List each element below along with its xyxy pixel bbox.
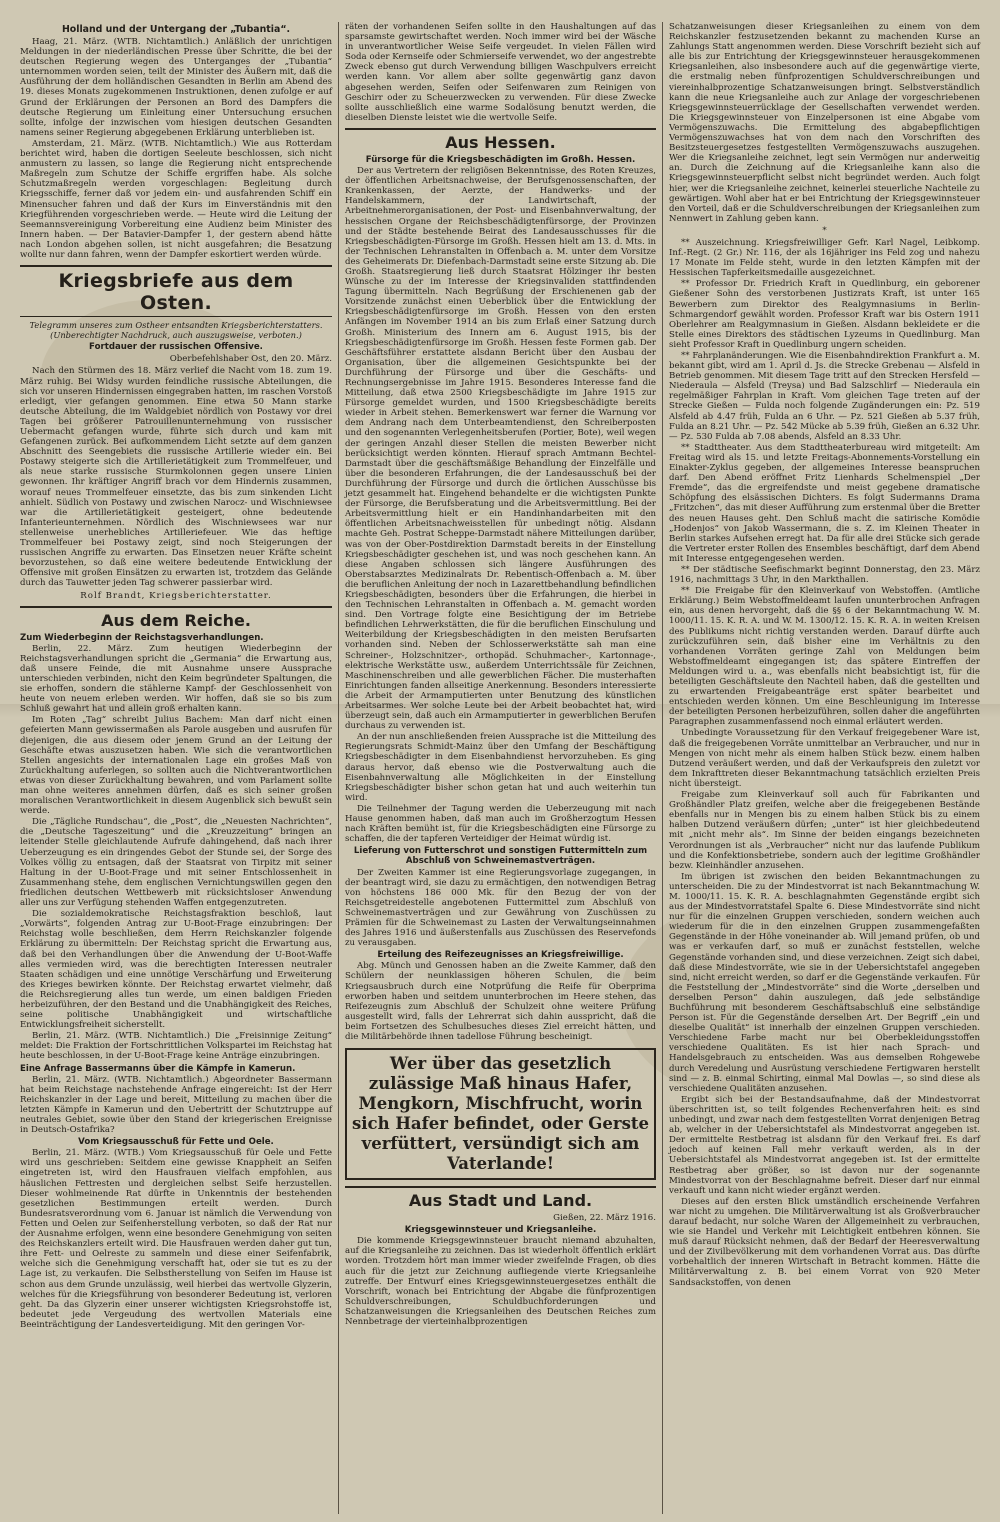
author-signature: Rolf Brandt, Kriegsberichterstatter.	[80, 590, 272, 601]
article-paragraph: Die kommende Kriegsgewinnsteuer braucht niemand abzuhalten, auf die Kriegsanleihe zu zeichnen. Das ist wiederholt öffentlich erklärt worden. Trotzdem hört man immer wieder zweifelnde Fragen, ob dies auch für die jetzt zur Zeichnung aufliegende vierte Kriegsanleihe zutreffe. Der Entwurf eines Kriegsgewinnsteuergesetzes enthält die Vorschrift, wonach bei Entrichtung der Abgabe die fünfprozentigen Schuldverschreibungen, Schuldbuchforderungen und Schatzanweisungen die Kriegsanleihen des Deutschen Reiches zum Nennbetrage der vierteinhalbprozentigen	[345, 1236, 656, 1328]
article-paragraph: Die „Tägliche Rundschau“, die „Post“, die „Neuesten Nachrichten“, die „Deutsche Tageszeitung“ und die „Kreuzzeitung“ bringen an leitender Stelle gleichlautende Aufrufe dahingehend, daß nach ihrer Ueberzeugung es ein dringendes Gebot der Stunde sei, der Sorge des Volkes völlig zu entsagen, daß der Staatsrat von Tirpitz mit seiner Haltung in der U-Boot-Frage und mit seiner Entschlossenheit in Zusammenhang stehe, dem englischen Vernichtungswillen gegen den friedlichen deutschen Wettbewerb mit rücksichtsloser Anwendung aller uns zur Verfügung stehenden Waffen entgegenzutreten.	[20, 817, 332, 909]
news-item: Unbedingte Voraussetzung für den Verkauf freigegebener Ware ist, daß die freigegebenen Vorräte unmittelbar an Verbraucher, und nur in Mengen von nicht mehr als einem halben Stück bezw. einem halben Dutzend veräußert werden, und daß der Verkaufspreis den zuletzt vor dem Inkrafttreten dieser Bekanntmachung tatsächlich erzielten Preis nicht übersteigt.	[669, 728, 980, 789]
subheadline-fette: Vom Kriegsausschuß für Fette und Oele.	[78, 1137, 274, 1148]
article-paragraph: An der nun anschließenden freien Aussprache ist die Mitteilung des Regierungsrats Schmidt-Mainz über den Umfang der Beschäftigung Kriegsbeschädigter in dem Eisenbahndienst hervorzuheben. Es ging daraus hervor, daß ebenso wie die Postverwaltung auch die Eisenbahnverwaltung alle Möglichkeiten in der Einstellung Kriegsbeschädigter bisher schon getan hat und auch weiterhin tun wird.	[345, 732, 656, 803]
separator-star: *	[822, 225, 827, 236]
article-paragraph: räten der vorhandenen Seifen sollte in den Haushaltungen auf das sparsamste gewirtschaftet werden. Noch immer wird bei der Wäsche in unverantwortlicher Weise Seife vergeudet. In vielen Fällen wird Soda oder Kernseife oder Schmierseife verwendet, wo der angestrebte Zweck ebenso gut durch Verwendung billigen Waschpulvers erreicht werden kann. Vor allem aber sollte gegenwärtig ganz davon abgesehen werden, Seifen oder Seifenwaren zum Reinigen von Geschirr oder zu Scheuerzwecken zu verwenden. Für diese Zwecke sollte ausschließlich eine warme Sodalösung benutzt werden, die dieselben Dienste leistet wie die wertvolle Seife.	[345, 22, 656, 123]
section-heading-stadt: Aus Stadt und Land.	[345, 1186, 656, 1210]
article-paragraph: Der aus Vertretern der religiösen Bekenntnisse, des Roten Kreuzes, der öffentlichen Arbeitsnachweise, der Berufsgenossenschaften, der Krankenkassen, der Aerzte, der Handwerks- und der Handelskammern, der Landwirtschaft, der Arbeitnehmerorganisationen, der Post- und Eisenbahnverwaltung, der hessischen Organe der Reichsbeschädigtenfürsorge, der Provinzen und der Städte bestehende Beirat des Landesausschusses für die Kriegsbeschädigten-Fürsorge im Großh. Hessen hielt am 13. d. Mts. in der Technischen Lehranstalten in Offenbach a. M. unter dem Vorsitze des Geheimerats Dr. Diefenbach-Darmstadt seine erste Sitzung ab. Die Großh. Staatsregierung ließ durch Staatsrat Hölzinger ihr besten Wünsche zu der im Interesse der Kriegsinvaliden stattfindenden Tagung übermitteln. Nach Begrüßung der Erschienenen gab der Vorsitzende zunächst einen Ueberblick über die Entwicklung der Kriegsbeschädigtenfürsorge im Großh. Hessen von den ersten Anfängen im November 1914 an bis zum Erlaß einer Satzung durch Großh. Ministerium des Innern am 6. August 1915, bis der Kriegsbeschädigtenfürsorge im Großh. Hessen feste Formen gab. Der Geschäftsführer erstattete alsdann Bericht über den Ausbau der Organisation, über die allgemeinen Gesichtspunkte bei der Durchführung der Fürsorge und über die Geschäfts- und Rechnungsergebnisse im Jahre 1915. Besonderes Interesse fand die Mitteilung, daß etwa 2500 Kriegsbeschädigte im Jahre 1915 zur Fürsorge gemeldet wurden, und 1500 Kriegsbeschädigte bereits wieder in Arbeit stehen. Bemerkenswert war ferner die Warnung vor dem Andrang nach dem Unterbeamtendienst, den Schreiberposten und den sogenannten Verlegenheitsberufen (Portier, Bote), weil wegen der geringen Anzahl dieser Stellen die meisten Bewerber nicht berücksichtigt werden könnten. Hierauf sprach Amtmann Bechtel-Darmstadt über die geschäftsmäßige Behandlung der Einzelfälle und über die besonderen Erfahrungen, die der Landesausschuß bei der Durchführung der Fürsorge und durch die örtlichen Ausschüsse bis jetzt gesammelt hat. Eingehend behandelte er die wichtigsten Punkte der Fürsorge, die Berufsberatung und die Arbeitsvermittlung. Bei der Arbeitsvermittlung hielt er ein Handinhandarbeiten mit den öffentlichen Arbeitsnachweisstellen für unbedingt nötig. Alsdann machte Geh. Postrat Scheppe-Darmstadt nähere Mitteilungen darüber, was von der Ober-Postdirektion Darmstadt bereits in der Einstellung Kriegsbeschädigter geschehen ist, und was noch geschehen kann. An diese Angaben schlossen sich längere Ausführungen des Oberstabsarztes Medizinalrats Dr. Rebentisch-Offenbach a. M. über die beruflichen Anleitung der noch in Lazarettbehandlung befindlichen Kriegsbeschädigten, besonders über die Erfahrungen, die hierbei in den Technischen Lehranstalten in Offenbach a. M. gemacht worden sind. Den Vortrage folgte eine Besichtigung der im Betriebe befindlichen Lehrwerkstätten, die für die beruflichen Einschulung und Weiterbildung der Kriegsbeschädigten in den meisten Berufsarten vorhanden sind. Neben der Schlosserwerkstätte sah man eine Schreiner-, Holzschnitzer-, orthopäd. Schuhmacher-, Kartonnage-, elektrische Werkstätte usw., außerdem Unterrichtssäle für Zeichnen, Maschinenschreiben und alle gewerblichen Fächer. Die musterhaften Einrichtungen fanden allseitige Anerkennung. Besonders interessierte die Arbeit der Armamputierten unter Benutzung des künstlichen Arbeitsarmes. Wer solche Leute bei der Arbeit beobachtet hat, wird überzeugt sein, daß auch ein Armamputierter in gewerblichen Berufen durchaus zu verwenden ist.	[345, 166, 656, 732]
article-paragraph: Die Teilnehmer der Tagung werden die Ueberzeugung mit nach Hause genommen haben, daß man auch im Großherzogtum Hessen nach Kräften bemüht ist, für die Kriegsbeschädigten eine Fürsorge zu schaffen, die der tapferen Verteidiger der Heimat würdig ist.	[345, 803, 656, 845]
subheadline-reichstag: Zum Wiederbeginn der Reichstagsverhandlungen.	[20, 632, 264, 643]
article-paragraph: Im Roten „Tag“ schreibt Julius Bachem: Man darf nicht einen gefeierten Mann gewissermaßen als Parole ausgeben und ausrufen für diejenigen, die aus diesem oder jenem Grund an der Leitung der Geschäfte etwas auszusetzen haben. Wie sich die verantwortlichen Stellen angesichts der internationalen Lage ein großes Maß von Zurückhaltung auferlegen, so sollten auch die Nichtverantwortlichen etwas von dieser Zurückhaltung bewahren, und vom Parlament sollte man ohne weiteres annehmen dürfen, daß es sich seiner großen moralischen Verantwortlichkeit in diesem Augenblick sich bewußt sein werde.	[20, 715, 332, 817]
news-item: Freigabe zum Kleinverkauf soll auch für Fabrikanten und Großhändler Platz greifen, welche aber die freigegebenen Bestände ebenfalls nur in Mengen bis zu einem halben Stück bis zu einem halben Dutzend veräußern dürfen; „unter“ ist hier gleichbedeutend mit „nicht mehr als“. Im Sinne der beiden eingangs bezeichneten Verordnungen ist als „Verbraucher“ nicht nur das laufende Publikum und die Konfektionsbetriebe, sondern auch der legitime Großhändler bezw. Kleinhändler anzusehen.	[669, 790, 980, 871]
article-paragraph: Abg. Münch und Genossen haben an die Zweite Kammer, daß den Schülern der neunklassigen höheren Schulen, die beim Kriegsausbruch durch eine Notprüfung die Reife für Oberprima erworben haben und seitdem ununterbrochen im Heere stehen, das Reifezeugnis zum Abschluß der Schulzeit ohne weitere Prüfung ausgestellt wird, falls der Lehrerrat sich dahin ausspricht, daß die beim Fortsetzen des Schulbesuches dieses Ziel erreicht hätten, und die Militärbehörde ihnen tadellose Führung bescheinigt.	[345, 961, 656, 1042]
headline-tubantia: Holland und der Untergang der „Tubantia“.	[61, 24, 291, 35]
column-2	[338, 22, 662, 1514]
section-heading-hessen: Aus Hessen.	[345, 128, 656, 152]
subheadline-fuersorge: Fürsorge für die Kriegsbeschädigten im Großh. Hessen.	[365, 154, 636, 165]
subheadline-bassermann: Eine Anfrage Bassermanns über die Kämpfe in Kamerun.	[20, 1063, 296, 1074]
headline-kriegsbriefe: Kriegsbriefe aus dem Osten.	[20, 265, 332, 317]
subheadline-telegram: Telegramm unseres zum Ostheer entsandten Kriegsberichterstatters. (Unberechtigter Nachdruck, auch auszugsweise, verboten.)	[29, 320, 323, 341]
news-item: ** Fahrplanänderungen. Wie die Eisenbahndirektion Frankfurt a. M. bekannt gibt, wird am 1. April d. Js. die Strecke Grebenau — Alsfeld in Betrieb genommen. Mit diesem Tage tritt auf den Strecken Hersfeld — Niederaula — Alsfeld (Treysa) und Bad Salzschlirf — Niederaula ein regelmäßiger Fahrplan in Kraft. Vom gleichen Tage treten auf der Strecke Gießen — Fulda noch folgende Zugänderungen ein: Pz. 519 Alsfeld ab 4.47 früh, Fulda an 6 Uhr. — Pz. 521 Gießen ab 5.37 früh, Fulda an 8.21 Uhr. — Pz. 542 Mücke ab 5.39 früh, Gießen an 6.32 Uhr. — Pz. 530 Fulda ab 7.08 abends, Alsfeld an 8.33 Uhr.	[669, 351, 980, 442]
article-paragraph: Schatzanweisungen dieser Kriegsanleihen zu einem von dem Reichskanzler festzusetzenden bekannt zu machenden Kurse an Zahlungs Statt angenommen werden. Diese Vorschrift bezieht sich auf alle bis zur Entrichtung der Kriegsgewinnsteuer herausgekommenen Kriegsanleihen, also insbesondere auch auf die gegenwärtige vierte, die erstmalig neben fünfprozentigen Schuldverschreibungen und viereinhalbprozentige Schatzanweisungen bringt. Selbstverständlich kann die neue Kriegsanleihe auch zur Anlage der vorgeschriebenen Kriegsgewinnsteuerrücklage der Gesellschaften verwendet werden. Die Kriegsgewinnsteuer von Einzelpersonen ist eine Abgabe vom Vermögenszuwachs. Die Ermittelung des abgabepflichtigen Vermögenszuwachses hat von dem nach den Vorschriften des Besitzsteuergesetzes festgestellten Vermögenszuwachs auszugehen. Wer die Kriegsanleihe zeichnet, legt sein Vermögen nur anderweitig an. Durch die Zeichnung auf die Kriegsanleihe kann also die Kriegsgewinnsteuerpflicht selbst nicht begründet werden. Auch folgt hier, wer die Kriegsanleihe zeichnet, keinerlei steuerliche Nachteile zu gewärtigen. Wohl aber hat er bei Entrichtung der Kriegsgewinnsteuer den Vorteil, daß er die Schuldverschreibungen der Kriegsanleihen zum Nennwert in Zahlung geben kann.	[669, 22, 980, 224]
boxed-notice: Wer über das gesetzlich zulässige Maß hinaus Hafer, Mengkorn, Mischfrucht, worin sich Hafer befindet, oder Gerste verfüttert, versündigt sich am Vaterlande!	[345, 1048, 656, 1180]
article-paragraph: Amsterdam, 21. März. (WTB. Nichtamtlich.) Wie aus Rotterdam berichtet wird, haben die dortigen Seeleute beschlossen, sich nicht anmustern zu lassen, so lange die Regierung nicht entsprechende Maßregeln zum Schutze der Schiffe ergriffen habe. Als solche Schutzmaßregeln werden vorgeschlagen: Begleitung durch Kriegsschiffe, ferner daß vor jedem ein- und ausfahrenden Schiff ein Minensucher fahren und daß der Kurs im Einverständnis mit den Kriegführenden vorgeschrieben werde. — Heute wird die Leitung der Seemannsvereinigung Vorbereitung eine Audienz beim Minister des Innern haben. — Der Batavier-Dampfer 1, der gestern abend hätte nach London abgehen sollen, ist nicht ausgefahren; die Besatzung wollte nur dann fahren, wenn der Dampfer eskortiert werden würde.	[20, 138, 332, 260]
article-paragraph: Berlin, 21. März. (WTB. Nichtamtlich.) Abgeordneter Bassermann hat beim Reichstage nachstehende Anfrage eingereicht: Ist der Herr Reichskanzler in der Lage und bereit, Mitteilung zu machen über die letzten Kämpfe in Kamerun und den Uebertritt der Schutztruppe auf neutrales Gebiet, sowie über den Stand der kriegerischen Ereignisse in Deutsch-Ostafrika?	[20, 1074, 332, 1136]
article-paragraph: Berlin, 22. März. Zum heutigen Wiederbeginn der Reichstagsverhandlungen spricht die „Germania“ die Erwartung aus, daß unsere Feinde, die mit Ausnahme unsere Aussprache unterschieden verbinden, nicht den Keim begründeter Spaltungen, die sie erhoffen, sondern die stählerne Kampf- der Geschlossenheit von heute von neuem erleben werden. Wir hoffen, daß sie so bis zum Schluß gewahrt hat und allein groß erhalten kann.	[20, 643, 332, 715]
news-item: ** Stadttheater. Aus dem Stadttheaterbureau wird mitgeteilt: Am Freitag wird als 15. und letzte Freitags-Abonnements-Vorstellung ein Einakter-Zyklus gegeben, der allgemeines Interesse beanspruchen darf. Den Abend eröffnet Fritz Lienhards Schelmenspiel „Der Fremde“, das die ergreifendste und meist gegebene dramatische Schöpfung des elsässischen Dichters. Es folgt Sudermanns Drama „Fritzchen“, das mit dieser Aufführung zum erstenmal über die Bretter des neuen Hauses geht. Den Schluß macht die satirische Komödie „Hodenjos“ von Jakob Wassermann, die s. Z. im Kleinen Theater in Berlin starkes Aufsehen erregt hat. Da für alle drei Stücke sich gerade die Vertreter erster Rollen des Ensembles beschäftigt, darf dem Abend mit Interesse entgegengesehen werden.	[669, 442, 980, 564]
subheadline-futter: Lieferung von Futterschrot und sonstigen Futtermitteln zum Abschluß von Schweinemastverträgen.	[353, 846, 648, 867]
news-item: Ergibt sich bei der Bestandsaufnahme, daß der Mindestvorrat überschritten ist, so teilt folgendes Rechenverfahren heit: es sind unbedingt, und zwar nach dem festgestellten Vorrat denjenigen Betrag ab, welcher in der Uebersichtstafel als Mindestvorrat angegeben ist. Der ermittelte Restbetrag ist alsdann für den Verkauf frei. Es darf jedoch auf keinen Fall mehr verkauft werden, als in der Uebersichtstafel als Mindestvorrat angegeben ist. Ist der ermittelte Restbetrag aber größer, so ist davon nur der sogenannte Mindestvorrat von der Beschlagnahme befreit. Dieser darf nur einmal verkauft und kann nicht wieder ergänzt werden.	[669, 1094, 980, 1196]
subheadline-kriegsgewinnsteuer: Kriegsgewinnsteuer und Kriegsanleihe.	[404, 1225, 597, 1236]
article-paragraph: Berlin, 21. März. (WTB.) Vom Kriegsausschuß für Oele und Fette wird uns geschrieben: Seitdem eine gewisse Knappheit an Seifen eingetreten ist, wird den Hausfrauen vielfach empfohlen, aus häuslichen Fettresten und dergleichen selbst Seife herzustellen. Dieser wohlmeinende Rat dürfte in Unkenntnis der bestehenden gesetzlichen Bestimmungen erteilt werden. Durch Bundesratsverordnung vom 6. Januar ist nämlich die Verwendung von Fetten und Oelen zur Seifenherstellung verboten, so daß der Rat nur der Ausnahme erfolgen, wenn eine besondere Genehmigung von seiten des Reichskanzlers erteilt wird. Die Hausfrauen werden daher gut tun, ihre Fett- und Oelreste zu sammeln und diese einer Seifenfabrik, welche sich die Genehmigung verschafft hat, oder sie tut es zu der Lage ist, zu verkaufen. Die Selbstherstellung von Seifen im Hause ist schon aus dem Grunde unzulässig, weil hierbei das wertvolle Glyzerin, welches für die Kriegsführung von besonderer Bedeutung ist, verloren geht. Da das Glyzerin einer unserer wichtigsten Kriegsrohstoffe ist, bedeutet jede Vergeudung des wertvollen Materials eine Beeinträchtigung der Landesverteidigung. Mit den geringen Vor-	[20, 1148, 332, 1330]
article-paragraph: Die sozialdemokratische Reichstagsfraktion beschloß, laut „Vorwärts“, folgenden Antrag zur U-Boot-Frage einzubringen: Der Reichstag wolle beschließen, dem Herrn Reichskanzler folgende Erklärung zu übermitteln: Der Reichstag spricht die Erwartung aus, daß bei den Verhandlungen über die Anwendung der U-Boot-Waffe alles vermieden wird, was die berechtigten Interessen neutraler Staaten schädigen und eine unnötige Verschärfung und Erweiterung des Krieges bewirken könnte. Der Reichstag erwartet vielmehr, daß die Reichsregierung alles tun werde, um einen baldigen Frieden herbeizuführen, der den Bestand und die Unabhängigkeit des Reiches, seine politische Unabhängigkeit und wirtschaftliche Entwicklungsfreiheit sicherstellt.	[20, 909, 332, 1031]
news-item: Im übrigen ist zwischen den beiden Bekanntmachungen zu unterscheiden. Die zu der Mindestvorrat ist nach Bekanntmachung W. M. 1000/11. 15. K. R. A. beschlagnahmten Gegenstände ergibt sich aus der Mindestvorratstafel Spalte 6. Diese Mindestvorräte sind nicht nur für die einzelnen Gruppen verschieden, sondern weichen auch wiederum für die in den einzelnen Gruppen zusammengefaßten Gegenstände in der Höhe voneinander ab. Will jemand prüfen, ob und was er verkaufen darf, so muß er zunächst feststellen, welche Gegenstände vorhanden sind, und diese verzeichnen. Zeigt sich dabei, daß diese Mindestvorräte, wie sie in der Uebersichtstafel angegeben sind, nicht erreicht werden, so darf er die Gegenstände verkaufen. Für die Feststellung der „Mindestvorräte“ sind die Worte „derselben und derselben Person“ dahin auszulegen, daß jede selbständige Buchführung mit besonderem Geschäftsabschluß eine selbständige Person ist. Für die Gegenstände derselben Art. Der Begriff „ein und dieselbe Qualität“ ist innerhalb der einzelnen Gruppen verschieden. Verschiedene Farbe macht nur bei Oberbekleidungsstoffen verschiedene Qualitäten. Es ist hier nach Sprach- und Handelsgebrauch zu entscheiden. Was aus demselben Rohgewebe durch Veredelung und Ausrüstung verschiedene Fertigwaren herstellt sind — z. B. einmal Schirting, einmal Mal Dowlas —, so sind diese als verschiedene Qualitäten anzusehen.	[669, 871, 980, 1094]
section-heading-reiche: Aus dem Reiche.	[20, 606, 332, 630]
news-item: ** Professor Dr. Friedrich Kraft in Quedlinburg, ein geborener Gießener Sohn des verstorbenen Justizrats Kraft, ist unter 165 Bewerbern zum Direktor des Realgymnasiums in Berlin-Schmargendorf gewählt worden. Professor Kraft war bis Ostern 1911 Oberlehrer am Realgymnasium in Gießen. Alsdann bekleidete er die Stelle eines Direktors des städtischen Lyzeums in Quedlinburg. Man sieht Professor Kraft in Quedlinburg ungern scheiden.	[669, 279, 980, 350]
news-item: ** Der städtische Seefischmarkt beginnt Donnerstag, den 23. März 1916, nachmittags 3 Uhr, in den Markthallen.	[669, 564, 980, 586]
dateline: Oberbefehlshaber Ost, den 20. März.	[169, 354, 332, 365]
subheadline-reife: Erteilung des Reifezeugnisses an Kriegsfreiwillige.	[377, 950, 624, 961]
news-item: ** Die Freigabe für den Kleinverkauf von Webstoffen. (Amtliche Erklärung.) Beim Webstoffmeldeamt laufen ununterbrochen Anfragen ein, aus denen hervorgeht, daß die §§ 6 der Bekanntmachung W. M. 1000/11. 15. K. R. A. und W. M. 1300/12. 15. K. R. A. in weiten Kreisen des Publikums nicht richtig verstanden werden. Darauf dürfte auch zurückzuführen sein, daß bisher eine im Verhältnis zu den vorhandenen Vorräten geringe Zahl von Meldungen beim Webstoffmeldeamt eingegangen ist; das spätere Eintreffen der Meldungen wird u. a., was ebenfalls nicht beabsichtigt ist, für die beteiligten Geschäftsleute den Nachteil haben, daß die gestellten und zu erwartenden Freigabeanträge erst später bearbeitet und entschieden werden können. Um eine Beschleunigung im Interesse der beteiligten Personen herbeizuführen, sollen daher die angeführten Paragraphen zusammenfassend noch einmal erläutert werden.	[669, 586, 980, 728]
article-paragraph: Berlin, 21. März. (WTB. Nichtamtlich.) Die „Freisinnige Zeitung“ meldet: Die Fraktion der Fortschrittlichen Volkspartei im Reichstag hat heute beschlossen, in der U-Boot-Frage keine Anträge einzubringen.	[20, 1031, 332, 1062]
news-item: Dieses auf den ersten Blick umständlich erscheinende Verfahren war nicht zu umgehen. Die Militärverwaltung ist als Großverbraucher darauf bedacht, nur solche Waren der Allgemeinheit zu verbrauchen, wie sie Handel und Verkehr mit Leichtigkeit entbehren können. Sie muß darauf Rücksicht nehmen, daß der Bedarf der Heeresverwaltung und der Zivilbevölkerung mit dem vorhandenen Vorrat aus. Das dürfte vorbehaltlich der inneren Wirtschaft in Betracht kommen. Hätte die Militärverwaltung z. B. bei einem Vorrat von 920 Meter Sandsackstoffen, von denen	[669, 1196, 980, 1288]
dateline: Gießen, 22. März 1916.	[553, 1213, 656, 1224]
article-paragraph: Der Zweiten Kammer ist eine Regierungsvorlage zugegangen, in der beantragt wird, sie dazu zu ermächtigen, den notwendigen Betrag von höchstens 186 000 Mk. für den Bezug der von der Reichsgetreidestelle angebotenen Futtermittel zum Abschluß von Schweinemastverträgen und zur Gewährung von Zuschüssen zu Prämien für die Schweinemast zu Lasten der Verwaltungseinnahmen des Jahres 1916 und äußerstenfalls aus Zuschüssen des Reservefonds zu verausgaben.	[345, 867, 656, 949]
column-3	[662, 22, 986, 1514]
news-item: ** Auszeichnung. Kriegsfreiwilliger Gefr. Karl Nagel, Leibkomp. Inf.-Regt. (2 Gr.) Nr. 116, der als 16jähriger ins Feld zog und nahezu 17 Monate im Felde steht, wurde in den letzten Kämpfen mit der Hessischen Tapferkeitsmedaille ausgezeichnet.	[669, 237, 980, 279]
column-1	[14, 22, 338, 1514]
article-paragraph: Nach den Stürmen des 18. März verlief die Nacht vom 18. zum 19. März ruhig. Bei Widsy wurden feindliche russische Abteilungen, die sich vor unseren Hindernissen eingegraben hatten, im raschen Vorstoß erledigt, vier gefangen genommen. Eine etwa 50 Mann starke deutsche Abteilung, die im Waldgebiet nördlich von Postawy vor drei Tagen bei größerer Patrouillenunternehmung von russischer Uebermacht gefangen wurde, führte sich durch und kam mit Gefangenen zurück. Bei aufkommendem Licht setzte auf dem ganzen Abschnitt des Seengebiets die russische Artillerie wieder ein. Bei Postawy steigerte sich die Artillerietätigkeit zum Trommelfeuer, und als neue starke russische Sturmkolonnen gegen unsere Linien gewonnen. Ihr kräftiger Angriff brach vor dem Hindernis zusammen, worauf neues Trommelfeuer einsetzte, das bis zum sinkenden Licht anhielt. Südlich von Postawy und zwischen Narocz- und Wischniewsee war die Artillerietätigkeit gesteigert, ohne bedeutende Infanterieunternehmen. Nördlich des Wischniewsees war nur stellenweise unerhebliches Artilleriefeuer. Wie das heftige Trommelfeuer bei Postawy zeigt, sind noch Steigerungen der russischen Angriffe zu erwarten. Das Einsetzen neuer Kräfte scheint bevorzustehen, so daß eine weitere bedeutende Entwicklung der Offensive mit großen Einsätzen zu erwarten ist, trotzdem das Gelände durch das Tauwetter jeden Tag schwerer passierbar wird.	[20, 366, 332, 589]
article-paragraph: Haag, 21. März. (WTB. Nichtamtlich.) Anläßlich der unrichtigen Meldungen in der niederländischen Presse über Schritte, die bei der deutschen Regierung wegen des Unterganges der „Tubantia“ unternommen worden seien, teilt der Minister des Äußern mit, daß die Ausführung der dem holländischen Gesandten in Berlin am Abend des 19. dieses Monats zugekommenen Instruktionen, denen zufolge er auf Grund der Erklärungen der Personen an Bord des Dampfers die deutsche Regierung um Einleitung einer Untersuchung ersuchen sollte, infolge der inzwischen vom hiesigen deutschen Gesandten namens seiner Regierung abgegebenen Erklärung unterblieben ist.	[20, 37, 332, 138]
subheadline-offensive: Fortdauer der russischen Offensive.	[89, 342, 263, 353]
